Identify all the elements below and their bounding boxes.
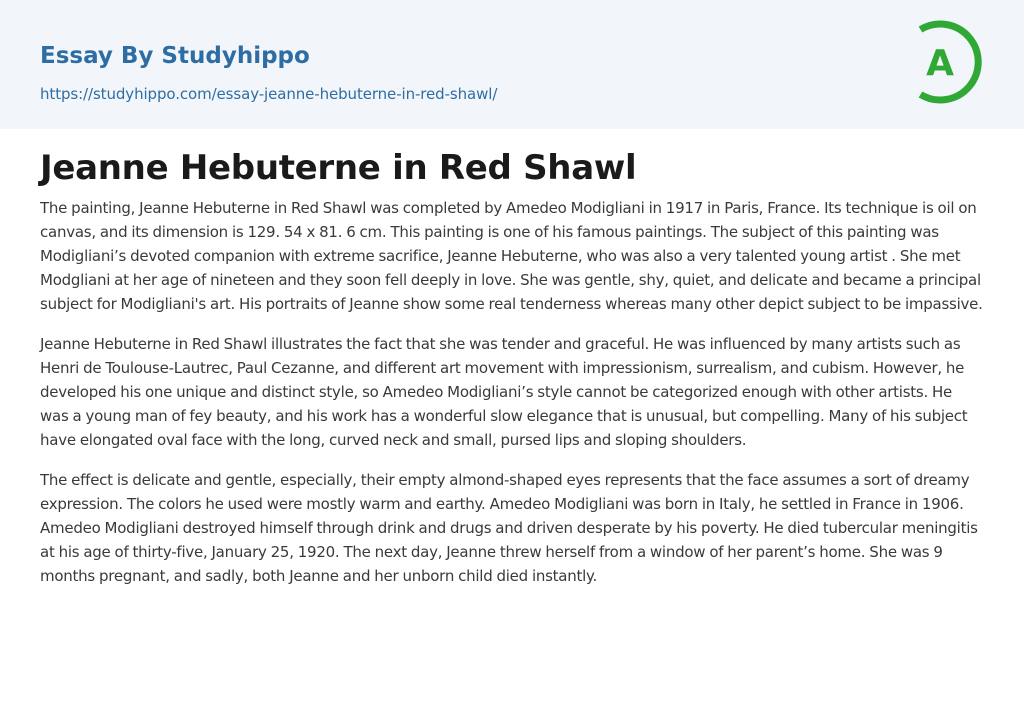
paragraph-1: The painting, Jeanne Hebuterne in Red Shawl was completed by Amedeo Modigliani in 1917 in Paris, France. Its technique is oil on canvas, and its dimension is 129. 54 x 81. 6 cm. This painting is one of his famous paintings. The subject of this painting was Modigliani’s devoted companion with extreme sacrifice, Jeanne Hebuterne, who was also a very talented young artist . She met Modgliani at her age of nineteen and they soon fell deeply in love. She was gentle, shy, quiet, and delicate and became a principal subject for Modigliani's art. His portraits of Jeanne show some real tenderness whereas many other depict subject to be impassive. [40,199,983,313]
essay-url-link[interactable]: https://studyhippo.com/essay-jeanne-hebuterne-in-red-shawl/ [40,85,498,103]
page-title: Jeanne Hebuterne in Red Shawl [40,148,637,188]
site-header [0,0,1024,129]
logo-letter: A [926,43,954,84]
paragraph-3: The effect is delicate and gentle, especially, their empty almond-shaped eyes represents that the face assumes a sort of dreamy expression. The colors he used were mostly warm and earthy. Amedeo Modigliani was born in Italy, he settled in France in 1906. Amedeo Modigliani destroyed himself through drink and drugs and driven desperate by his poverty. He died tubercular meningitis at his age of thirty-five, January 25, 1920. The next day, Jeanne threw herself from a window of her parent’s home. She was 9 months pregnant, and sadly, both Jeanne and her unborn child died instantly. [40,471,978,585]
paragraph-2: Jeanne Hebuterne in Red Shawl illustrates the fact that she was tender and graceful. He was influenced by many artists such as Henri de Toulouse-Lautrec, Paul Cezanne, and different art movement with impressionism, surrealism, and cubism. However, he developed his one unique and distinct style, so Amedeo Modigliani’s style cannot be categorized enough with other artists. He was a young man of fey beauty, and his work has a wonderful slow elegance that is unusual, but compelling. Many of his subject have elongated oval face with the long, curved neck and small, pursed lips and sloping shoulders. [40,335,968,449]
studyhippo-logo-icon[interactable] [911,19,987,105]
site-brand[interactable]: Essay By Studyhippo [40,43,310,69]
article [40,140,984,604]
